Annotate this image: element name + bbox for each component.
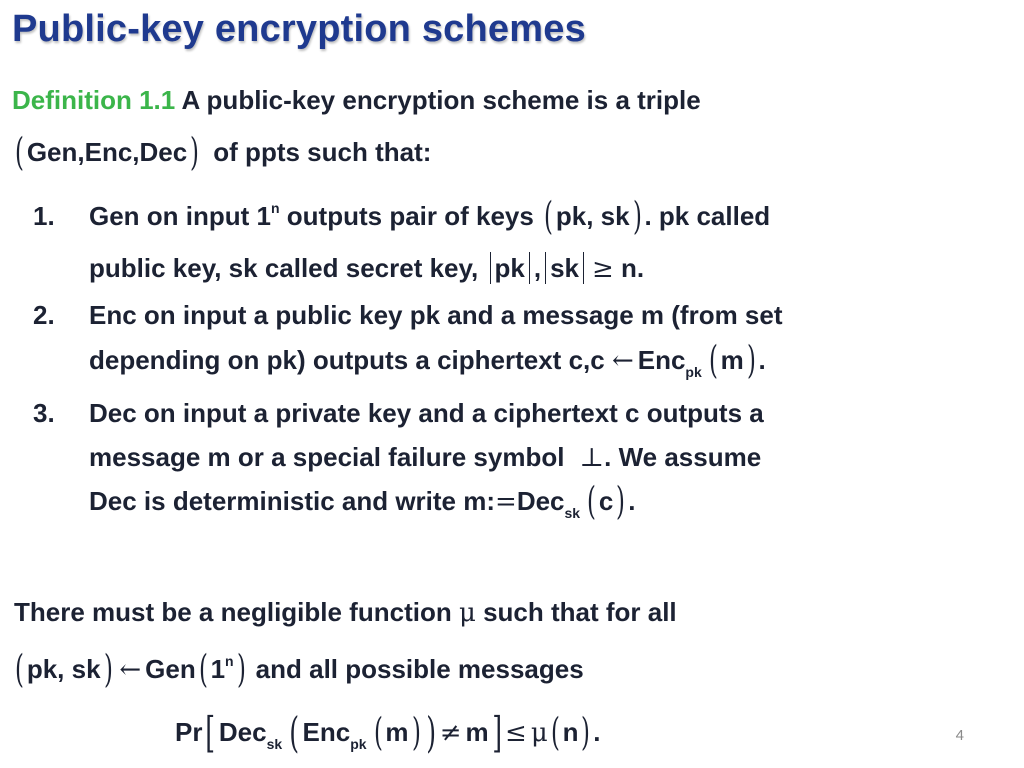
comma: , <box>533 253 542 283</box>
item-1-line-b <box>89 252 644 284</box>
close-paren: ) <box>426 708 437 757</box>
mu-symbol: μ <box>458 598 476 628</box>
requirement-text: There must be a negligible function <box>14 597 459 627</box>
period: . <box>593 717 601 747</box>
left-arrow-symbol: ← <box>119 655 142 685</box>
item-text: n. <box>613 253 645 283</box>
open-paren: ( <box>544 194 553 238</box>
item-1-line-a <box>33 194 771 238</box>
pk-symbol: pk <box>494 253 525 283</box>
definition-line-2 <box>12 130 432 174</box>
open-bracket: [ <box>205 708 216 757</box>
item-3-line-c <box>89 479 636 523</box>
key-pair: pk, sk <box>26 654 101 684</box>
abs-bar <box>545 252 546 284</box>
mu-symbol: μ <box>530 718 548 748</box>
item-text: outputs pair of keys <box>279 201 542 231</box>
abs-bar <box>583 252 584 284</box>
argument: c <box>598 486 614 516</box>
close-paren: ) <box>632 194 642 238</box>
leq-symbol: ≤ <box>505 718 527 748</box>
slide-title: Public-key encryption schemes <box>12 8 586 50</box>
dec-symbol: Dec <box>516 486 565 516</box>
open-paren: ( <box>14 647 24 691</box>
item-text: message m or a special failure symbol <box>89 442 572 472</box>
open-paren: ( <box>198 647 208 691</box>
subscript: sk <box>564 505 581 521</box>
item-number: 3. <box>33 398 55 428</box>
open-paren: ( <box>550 710 560 754</box>
item-text: public key, sk called secret key, <box>89 253 486 283</box>
close-paren: ) <box>746 338 756 382</box>
dec-symbol: Dec <box>218 717 267 747</box>
key-pair: pk, sk <box>555 201 630 231</box>
close-paren: ) <box>190 130 200 174</box>
open-paren: ( <box>14 130 24 174</box>
item-2-line-b <box>89 338 766 382</box>
open-paren: ( <box>587 479 596 523</box>
close-bracket: ] <box>491 708 502 757</box>
requirement-line-2 <box>12 647 584 691</box>
open-paren: ( <box>373 710 383 754</box>
item-3-line-b <box>89 442 761 473</box>
n-symbol: n <box>562 717 579 747</box>
close-paren: ) <box>581 710 591 754</box>
gen-symbol: Gen <box>145 654 196 684</box>
item-2-line-a <box>33 300 783 331</box>
item-text: Dec on input a private key and a ciphertext c outputs a <box>89 398 764 428</box>
open-paren: ( <box>289 708 300 757</box>
sk-symbol: sk <box>550 253 579 283</box>
bottom-symbol: ⊥ <box>579 443 605 473</box>
argument: m <box>720 345 744 375</box>
item-number: 2. <box>33 300 55 330</box>
equals-symbol: = <box>495 487 517 517</box>
close-paren: ) <box>616 479 626 523</box>
geq-symbol: ≥ <box>592 254 614 284</box>
open-paren: ( <box>708 338 718 382</box>
item-text: . pk called <box>644 201 771 231</box>
definition-text-rest: of ppts such that: <box>213 137 432 167</box>
close-paren: ) <box>103 647 113 691</box>
item-text: Dec is deterministic and write m: <box>89 486 496 516</box>
item-text: . <box>758 345 766 375</box>
abs-bar <box>490 252 491 284</box>
one-symbol: 1 <box>210 654 226 684</box>
item-number: 1. <box>33 201 55 231</box>
definition-text: A public-key encryption scheme is a triple <box>181 85 701 115</box>
requirement-text: such that for all <box>475 597 677 627</box>
neq-symbol: ≠ <box>439 718 462 748</box>
page-number: 4 <box>955 727 964 744</box>
item-text: depending on pk) outputs a ciphertext c,c <box>89 345 612 375</box>
subscript: sk <box>266 736 283 752</box>
close-paren: ) <box>236 647 246 691</box>
superscript: n <box>225 653 234 669</box>
definition-label: Definition 1.1 <box>12 85 176 115</box>
item-text: Enc on input a public key pk and a message m (from set <box>89 300 783 330</box>
subscript: pk <box>685 364 702 380</box>
close-paren: ) <box>411 710 421 754</box>
requirement-line-1 <box>14 597 677 628</box>
definition-triple: Gen,Enc,Dec <box>26 137 188 167</box>
requirement-text: and all possible messages <box>248 654 584 684</box>
superscript: n <box>271 200 280 216</box>
m-symbol: m <box>465 717 489 747</box>
item-text: Gen on input 1 <box>89 201 271 231</box>
item-3-line-a <box>33 398 764 429</box>
item-text: . We assume <box>604 442 762 472</box>
subscript: pk <box>350 736 367 752</box>
enc-symbol: Enc <box>302 717 351 747</box>
pr-symbol: Pr <box>175 717 203 747</box>
abs-bar <box>529 252 530 284</box>
m-symbol: m <box>385 717 409 747</box>
item-text: . <box>628 486 636 516</box>
correctness-formula <box>175 708 601 757</box>
enc-symbol: Enc <box>637 345 686 375</box>
definition-line-1 <box>12 85 701 116</box>
left-arrow-symbol: ← <box>611 346 634 376</box>
